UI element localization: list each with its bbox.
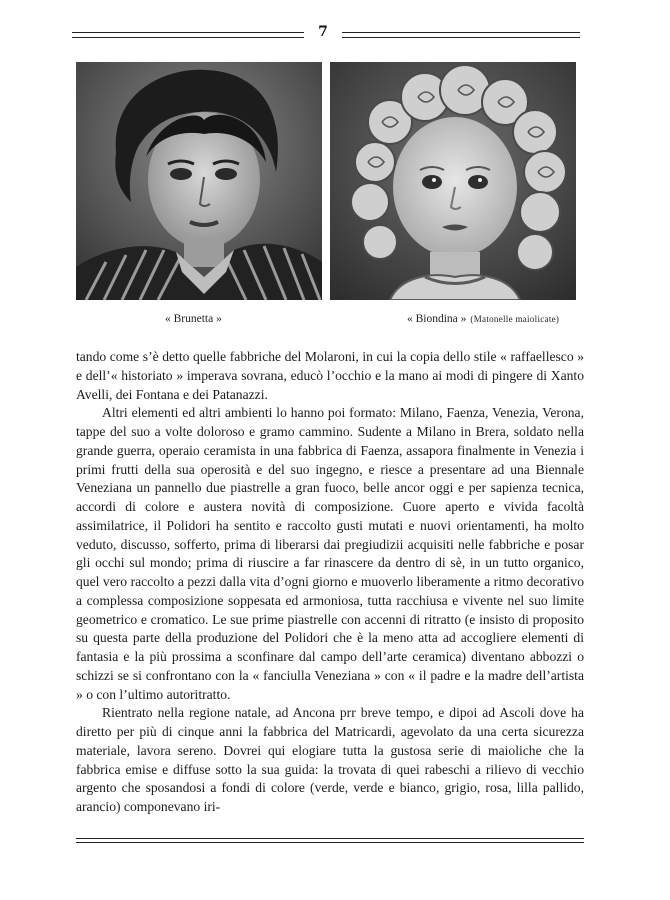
header-rule-right — [342, 32, 580, 38]
footer-rule-top — [76, 838, 584, 839]
paragraph: tando come s’è detto quelle fabbriche del Molaroni, in cui la copia dello stile « raffaellesco » e dell’« historiato » imperava sovrana, educò l’occhio e la mano ai modi di pingere di Xanto Avelli, dei Fontana e dei Patanazzi. — [76, 349, 584, 402]
portrait-brunetta — [76, 62, 322, 300]
header-rule-left — [72, 32, 304, 38]
page-number: 7 — [318, 24, 328, 40]
caption-biondina — [407, 313, 559, 325]
portrait-biondina — [330, 62, 576, 300]
caption-brunetta: « Brunetta » — [165, 313, 222, 325]
paragraph: Rientrato nella regione natale, ad Ancona prr breve tempo, e dipoi ad Ascoli dove ha diretto per più di cinque anni la fabbrica del Matricardi, agevolato da una certa sicurezza materiale, lavora sereno. Dovrei qui elogiare tutta la gustosa serie di maioliche che la fabbrica emise e diffuse sotto la sua guida: la trovata di quei rabeschi a rilievo di vecchio argento che sposandosi a fondi di colore (verde, verde e bianco, grigio, rosa, lilla pallido, arancio) componevano iri- — [76, 705, 584, 814]
caption-biondina-note: (Matonelle maiolicate) — [470, 314, 560, 324]
footer-rule-bottom — [76, 842, 584, 843]
article-body — [76, 348, 584, 817]
caption-biondina-title: « Biondina » — [407, 313, 467, 325]
paragraph: Altri elementi ed altri ambienti lo hanno poi formato: Milano, Faenza, Venezia, Verona, tappe del suo a volte doloroso e gramo cammino. Sudente a Milano in Brera, soldato nella grande guerra, operaio ceramista in una fabbrica di Faenza, assapora finalmente in Venezia i primi frutti della sua operosità e del suo ingegno, e riesce a presentare ad una Biennale Veneziana un pannello due piastrelle a gran fuoco, belle ancor oggi e per sapienza tecnica, accordi di colore e austera novità di composizione. Cuore aperto e vivida facoltà assimilatrice, il Polidori ha sentito e raccolto gusti mutati e nuovi orientamenti, ha molto veduto, discusso, sofferto, prima di liberarsi dai pregiudizii acquisiti nelle fabbriche e posar gli occhi sul mondo; prima di riuscire a far rinascere da dentro di sè, in un tutto organico, quel vero raccolto a pezzi dalla vita d’ogni giorno e muoverlo liberamente a ritmo decorativo a complessa composizione soppesata ed armoniosa, tutta racchiusa e vivente nel suo limite geometrico e cromatico. Le sue prime piastrelle con accenni di ritratto (e insisto di proposito su questa parte della produzione del Polidori che è la meno atta ad accogliere elementi di fantasia e la più prossima a sconfinare dal campo dell’arte ceramica) diventano abbozzi o schizzi se si confrontano con la « fanciulla Veneziana » con « il padre e la madre dell’artista » o con l’ultimo autoritratto. — [76, 405, 584, 702]
